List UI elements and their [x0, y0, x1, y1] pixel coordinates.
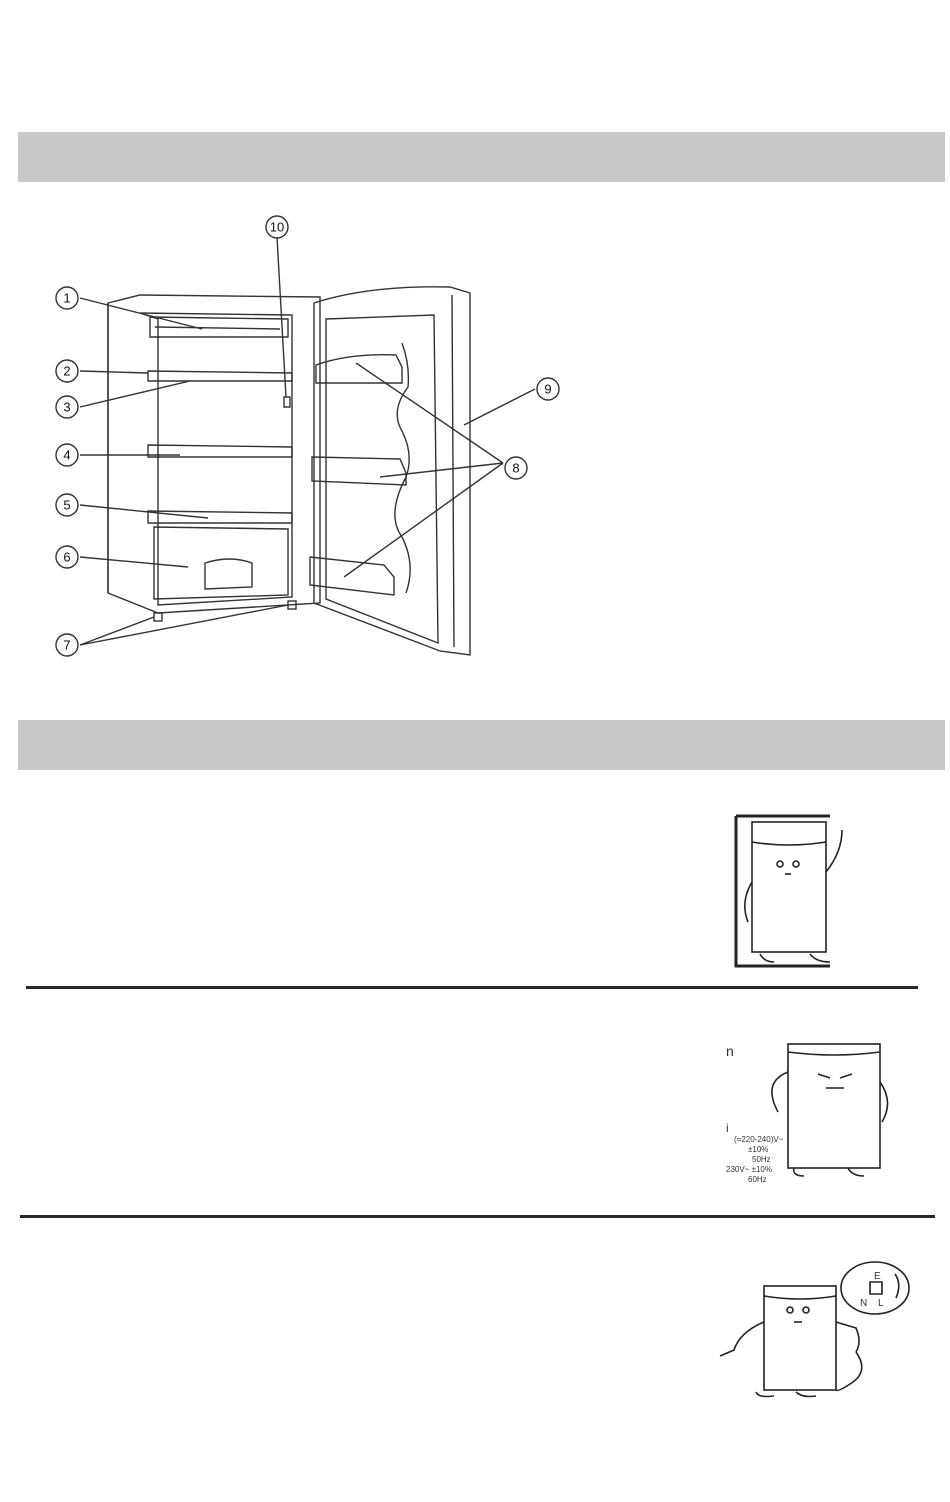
voltage-label: [726, 1135, 784, 1184]
socket-letter-e: E: [874, 1271, 881, 1282]
leader-6: [80, 557, 188, 567]
voltage-label-line5: 60Hz: [748, 1175, 767, 1184]
fridge-wall-illustration: [730, 812, 865, 972]
leader-2: [80, 371, 148, 373]
fridge-parts-diagram: [30, 215, 570, 665]
section-header-band-1: [18, 132, 945, 182]
shelf-upper: [148, 371, 292, 381]
leader-9: [464, 389, 535, 425]
callout-1: 1: [63, 290, 71, 306]
voltage-label-line4: 230V~ ±10%: [726, 1165, 772, 1174]
door-rack-top: [316, 355, 402, 383]
callout-6: 6: [63, 549, 71, 565]
door-outline: [314, 287, 470, 655]
callout-4: 4: [63, 447, 71, 463]
voltage-label-line2: ±10%: [748, 1145, 769, 1154]
fridge-plug-illustration: [710, 1252, 910, 1412]
leader-8a: [356, 363, 503, 463]
leader-3: [80, 381, 190, 407]
door-rack-bottom: [310, 557, 394, 595]
section-header-band-2: [18, 720, 945, 770]
callout-5: 5: [63, 497, 71, 513]
leader-8b: [380, 463, 503, 477]
cabinet-inner: [140, 313, 292, 605]
callout-3: 3: [63, 399, 71, 415]
callout-2: 2: [63, 363, 71, 379]
leader-8c: [344, 463, 503, 577]
voltage-label-line1: (=220-240)V~: [734, 1135, 784, 1144]
callout-10: 10: [269, 219, 285, 235]
voltage-label-line3: 50Hz: [752, 1155, 771, 1164]
cropped-letter-i: i: [726, 1121, 729, 1135]
callout-8: 8: [512, 460, 520, 476]
socket-letter-l: L: [878, 1298, 884, 1309]
separator-rule-1: [26, 986, 918, 989]
callout-9: 9: [544, 381, 552, 397]
socket-letter-n: N: [860, 1298, 868, 1309]
callout-7: 7: [63, 637, 71, 653]
thermostat: [284, 397, 290, 407]
separator-rule-2: [20, 1215, 935, 1218]
cropped-letter-n: n: [726, 1043, 734, 1059]
leader-7a: [80, 617, 154, 645]
crisper-cover: [148, 511, 292, 523]
fridge-voltage-illustration: [722, 1022, 897, 1197]
